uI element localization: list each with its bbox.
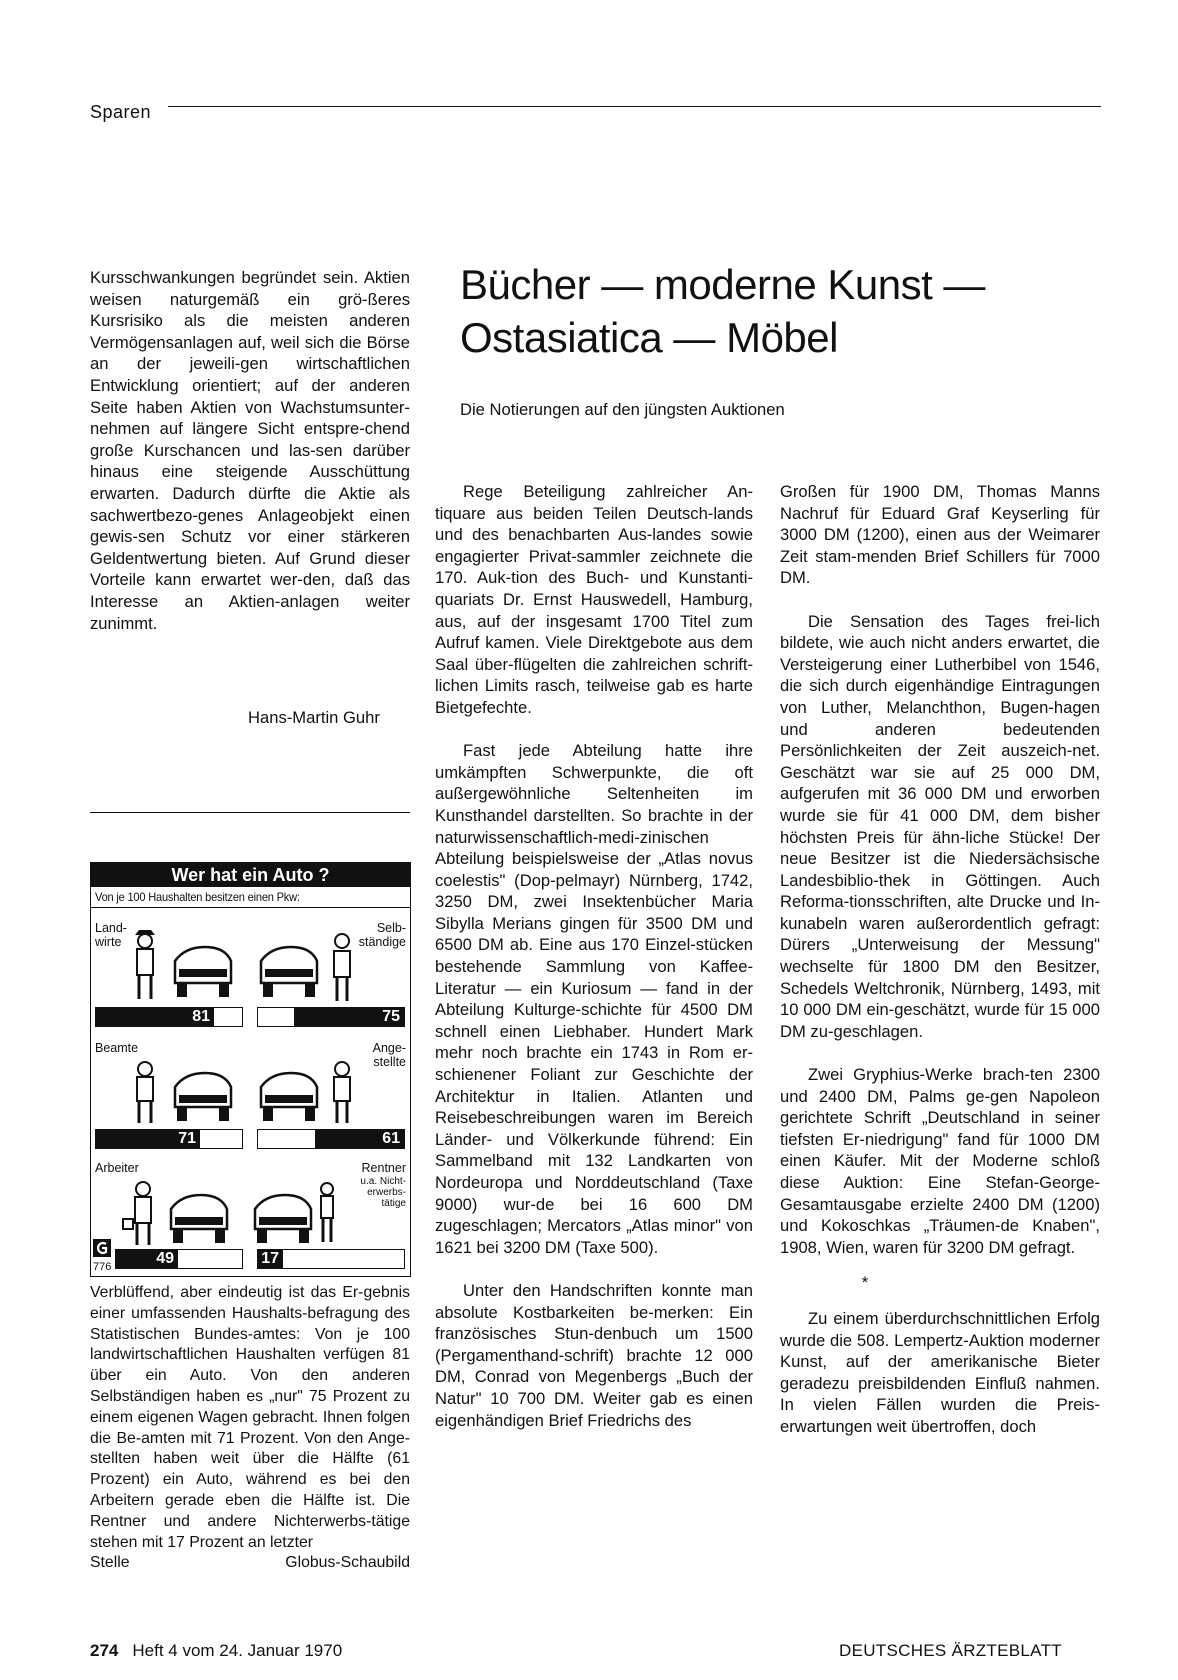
section-label: Sparen: [90, 102, 152, 122]
article-paragraph: Rege Beteiligung zahlreicher An-tiquare aus beiden Teilen Deutsch-lands und des benachbarten Aus-landes sowie engagierter Privat-sammler zeichnete die 170. Auk-tion des Buch- und Kunstanti-quariats Dr. Ernst Hauswedell, Hamburg, aus, auf der insgesamt 1700 Titel zum Aufruf kamen. Viele Direktgebote aus dem Saal über-flügelten die zahlreichen schrift-lichen Limits rasch, teilweise gab es harte Bietgefechte.: [435, 482, 753, 717]
article-subhead: Die Notierungen auf den jüngsten Auktionen: [460, 400, 785, 419]
left-rule: [90, 812, 410, 813]
article-paragraph: Die Sensation des Tages frei-lich bildete, wie auch nicht anders erwartet, die Versteigerung einer Lutherbibel von 1546, die sich durch eigenhändige Eintragungen von Luther, Melanchthon, Bugen-hagen und anderen bedeutenden Persönlichkeiten der Zeit auszeich-net. Geschätzt war sie auf 25 000 DM, aufgerufen mit 36 000 DM und erworben wurde sie für 41 000 DM, dem bisher höchsten Preis für ähn-liche Stücke! Der neue Besitzer ist die Niedersächsische Landesbiblio-thek in Göttingen. Auch Reforma-tionsschriften, alte Drucke und In-kunabeln waren außerordentlich gefragt: Dürers „Unterweisung der Messung" wechselte für 1800 DM den Besitzer, Schedels Weltchronik, Nürnberg, 1493, mit 10 000 DM ein-geschätzt, wurde für 15 000 DM zu-geschlagen.: [780, 611, 1100, 1041]
bar-fill-beamte: [96, 1130, 200, 1148]
category-label-angestellte: Ange- stellte: [372, 1041, 406, 1069]
category-label-arbeiter: Arbeiter: [95, 1161, 139, 1175]
article-paragraph: Großen für 1900 DM, Thomas Manns Nachruf für Eduard Graf Keyserling für 3000 DM (1200), einen aus der Weimarer Zeit stam-menden Brief Schillers für 7000 DM.: [780, 482, 1100, 588]
caption-last-line: [90, 1553, 410, 1574]
civil-servant-with-car-illustration: [125, 1059, 235, 1129]
farmer-with-car-illustration: [125, 929, 235, 1009]
selfemployed-with-car-illustration: [257, 929, 377, 1009]
section-separator: *: [861, 1273, 869, 1293]
bar-fill-angestellte: [315, 1130, 404, 1148]
category-note-rentner: u.a. Nicht- erwerbs- tätige: [360, 1176, 406, 1209]
article-headline: [460, 258, 985, 364]
caption-source: Globus-Schaubild: [285, 1554, 410, 1572]
infographic-subtitle: Von je 100 Haushalten besitzen einen Pkw:: [95, 890, 300, 904]
bar-frame-arbeiter: [115, 1249, 243, 1269]
left-paragraph: Kursschwankungen begründet sein. Aktien weisen naturgemäß ein grö-ßeres Kursrisiko als die meisten anderen Vermögensanlagen auf, weil sich die Börse an der jeweili-gen wirtschaftlichen Entwicklung orientiert; auf der anderen Seite haben Aktien von Wachstumsunter-nehmen auf längere Sicht entspre-chend große Kurschancen und las-sen darüber hinaus eine steigende Ausschüttung erwarten. Dadurch dürfte die Aktie als sachwertbezo-genes Anlageobjekt einen gewis-sen Schutz vor einer stärkeren Geldentwertung bieten. Auf Grund dieser Vorteile kann erwartet wer-den, daß das Interesse an Aktien-anlagen weiter zunimmt.: [90, 268, 410, 633]
bar-fill-arbeiter: [116, 1250, 178, 1268]
headline-line-1: Bücher — moderne Kunst —: [460, 261, 985, 308]
infographic-code: 776: [93, 1261, 112, 1273]
infographic-title: Wer hat ein Auto ?: [91, 863, 410, 887]
bar-fill-rentner: [258, 1250, 283, 1268]
article-paragraph: Unter den Handschriften konnte man absolute Kostbarkeiten be-merken: Ein französisches Stun-denbuch um 1500 (Pergamenthand-schrift) brachte 12 000 DM, Conrad von Megenbergs „Buch der Natur" 10 700 DM. Weiter gab es einen eigenhändigen Brief Friedrichs des: [435, 1280, 753, 1430]
bar-frame-rentner: [257, 1249, 405, 1269]
bar-value-rentner: 17: [261, 1250, 279, 1267]
article-middle-column: [435, 481, 753, 1431]
issue-info: Heft 4 vom 24. Januar 1970: [132, 1641, 343, 1660]
worker-with-car-illustration: [121, 1179, 231, 1251]
category-label-beamte: Beamte: [95, 1041, 139, 1055]
bar-value-arbeiter: 49: [156, 1250, 174, 1267]
journal-name: DEUTSCHES ÄRZTEBLATT: [839, 1641, 1062, 1660]
headline-line-2: Ostasiatica — Möbel: [460, 314, 838, 361]
pensioner-with-car-illustration: [251, 1179, 341, 1251]
article-paragraph: Fast jede Abteilung hatte ihre umkämpften Schwerpunkte, die oft außergewöhnliche Seltenheiten im Kunsthandel darstellten. So brachte in der naturwissenschaftlich-medi-zinischen Abteilung beispielsweise der „Atlas novus coelestis" (Dop-pelmayr) Nürnberg, 1742, 3250 DM, zwei Insektenbücher Maria Sibylla Merians gingen für 3500 DM und 6500 DM ab. Eine aus 170 Einzel-stücken bestehende Sammlung von Kaffee-Literatur — ein Kuriosum — fand in der Abteilung Kulturge-schichte für 4500 DM schnell einen Liebhaber. Hundert Mark mehr noch brachte ein 1743 in Rom er-schienener Foliant zur Geschichte der Architektur in Italien. Atlanten und Reisebeschreibungen waren im Bereich Länder- und Völkerkunde führend: Ein Sammelband mit 132 Landkarten von Nordeuropa und Norddeutschland (Taxe 9000) wur-de bei 16 600 DM zugeschlagen; Mercators „Atlas minor" von 1621 bei 3200 DM (Taxe 500).: [435, 741, 753, 1257]
bar-value-landwirte: 81: [192, 1008, 210, 1025]
employee-with-car-illustration: [257, 1059, 377, 1129]
article-right-column: [780, 481, 1100, 1438]
globus-logo-icon: [93, 1239, 111, 1257]
infographic: [90, 862, 411, 1277]
bar-value-beamte: 71: [178, 1130, 196, 1147]
bar-fill-selbstaendige: [294, 1008, 404, 1026]
category-label-selbstaendige: Selb- ständige: [358, 921, 406, 949]
caption-end-word: Stelle: [90, 1554, 130, 1572]
infographic-separator: [91, 907, 410, 908]
left-column: [90, 267, 410, 634]
article-paragraph: Zu einem überdurchschnittlichen Erfolg wurde die 508. Lempertz-Auktion moderner Kunst, auf der amerikanische Bieter geradezu preisbildenden Einfluß nahmen. In vielen Fällen wurden die Preis-erwartungen weit übertroffen, doch: [780, 1308, 1100, 1436]
bar-fill-landwirte: [96, 1008, 214, 1026]
article-paragraph: Zwei Gryphius-Werke brach-ten 2300 und 2400 DM, Palms ge-gen Napoleon gerichtete Schrift „Deutschland in seiner tiefsten Er-niedrigung" fand für 1000 DM einen Käufer. Mit der Moderne schloß diese Auktion: Eine Stefan-George-Gesamtausgabe erzielte 2400 DM (1200) und Kokoschkas „Träumen-de Knaben", 1908, Wien, waren für 3200 DM gefragt.: [780, 1065, 1100, 1257]
footer-left: [90, 1641, 342, 1661]
bar-value-angestellte: 61: [382, 1130, 400, 1147]
bar-frame-landwirte: [95, 1007, 243, 1027]
caption-text: Verblüffend, aber eindeutig ist das Er-gebnis einer umfassenden Haushalts-befragung des Statistischen Bundes-amtes: Von je 100 landwirtschaftlichen Haushalten verfügen 81 über ein Auto. Von den anderen Selbständigen haben es „nur" 75 Prozent zu einem eigenen Wagen gebracht. Ihnen folgen die Be-amten mit 71 Prozent. Von den Ange-stellten haben weit über die Hälfte (61 Prozent) ein Auto, während es bei den Arbeitern gerade eben die Hälfte ist. Die Rentner und andere Nichterwerbs-tätige stehen mit 17 Prozent an letzter: [90, 1284, 410, 1551]
author-name: Hans-Martin Guhr: [248, 708, 380, 727]
bar-frame-selbstaendige: [257, 1007, 405, 1027]
category-label-rentner: Rentner: [361, 1161, 406, 1175]
category-label-landwirte: Land- wirte: [95, 921, 127, 949]
bar-frame-beamte: [95, 1129, 243, 1149]
page-number: 274: [90, 1641, 119, 1660]
header-rule: [168, 106, 1101, 107]
bar-value-selbstaendige: 75: [382, 1008, 400, 1025]
infographic-caption: [90, 1283, 410, 1574]
bar-frame-angestellte: [257, 1129, 405, 1149]
